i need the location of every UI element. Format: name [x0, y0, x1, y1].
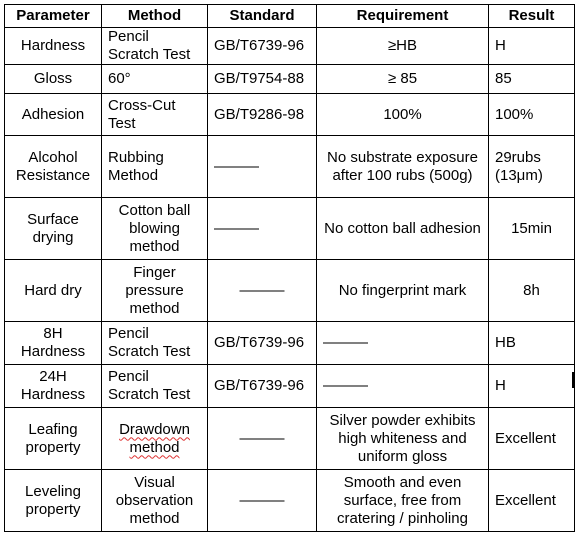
cell-standard: GB/T6739-96 — [208, 28, 317, 65]
table-row — [5, 260, 575, 322]
cell-requirement: ≥ 85 — [317, 65, 489, 94]
cell-method: 60° — [102, 65, 208, 94]
cell-standard: GB/T9286-98 — [208, 94, 317, 136]
cell-requirement: ——— — [317, 322, 489, 365]
cell-parameter: Alcohol Resistance — [5, 136, 102, 198]
table-row — [5, 470, 575, 532]
cell-requirement: Silver powder exhibits high whiteness and uniform gloss — [317, 408, 489, 470]
cell-standard: GB/T9754-88 — [208, 65, 317, 94]
cell-parameter: Surface drying — [5, 198, 102, 260]
cell-result: H — [489, 28, 575, 65]
header-requirement: Requirement — [317, 5, 489, 28]
cell-method: Pencil Scratch Test — [102, 365, 208, 408]
cell-method: Pencil Scratch Test — [102, 322, 208, 365]
cell-result: Excellent — [489, 470, 575, 532]
cell-result: HB — [489, 322, 575, 365]
cell-method-text: Drawdown method — [119, 420, 190, 456]
cell-result: H — [489, 365, 575, 408]
cell-standard: ——— — [208, 136, 317, 198]
table-row — [5, 408, 575, 470]
cell-standard: ——— — [208, 198, 317, 260]
cell-parameter: 8H Hardness — [5, 322, 102, 365]
table-row — [5, 65, 575, 94]
cell-parameter: Gloss — [5, 65, 102, 94]
cell-parameter: 24H Hardness — [5, 365, 102, 408]
table-row — [5, 365, 575, 408]
cell-result: Excellent — [489, 408, 575, 470]
cell-requirement: 100% — [317, 94, 489, 136]
cell-parameter: Leafing property — [5, 408, 102, 470]
spec-table — [4, 4, 575, 532]
cell-result: 85 — [489, 65, 575, 94]
table-row — [5, 94, 575, 136]
cell-standard: ——— — [208, 408, 317, 470]
cell-standard: GB/T6739-96 — [208, 322, 317, 365]
cell-result: 29rubs (13μm) — [489, 136, 575, 198]
header-result: Result — [489, 5, 575, 28]
cell-method: Cotton ball blowing method — [102, 198, 208, 260]
cell-parameter: Hard dry — [5, 260, 102, 322]
cell-method: Rubbing Method — [102, 136, 208, 198]
cell-requirement: ≥HB — [317, 28, 489, 65]
cell-requirement: No fingerprint mark — [317, 260, 489, 322]
header-standard: Standard — [208, 5, 317, 28]
cell-result: 8h — [489, 260, 575, 322]
cell-parameter: Hardness — [5, 28, 102, 65]
table-row — [5, 28, 575, 65]
table-row — [5, 198, 575, 260]
cell-method — [102, 408, 208, 470]
cell-method: Pencil Scratch Test — [102, 28, 208, 65]
header-parameter: Parameter — [5, 5, 102, 28]
cell-parameter: Leveling property — [5, 470, 102, 532]
cell-requirement: Smooth and even surface, free from cratering / pinholing — [317, 470, 489, 532]
cell-standard: ——— — [208, 260, 317, 322]
table-row — [5, 322, 575, 365]
cell-result: 15min — [489, 198, 575, 260]
cell-standard: ——— — [208, 470, 317, 532]
cell-requirement: No substrate exposure after 100 rubs (500g) — [317, 136, 489, 198]
cell-result: 100% — [489, 94, 575, 136]
table-header-row — [5, 5, 575, 28]
table-row — [5, 136, 575, 198]
text-cursor — [572, 372, 574, 388]
cell-requirement: ——— — [317, 365, 489, 408]
cell-requirement: No cotton ball adhesion — [317, 198, 489, 260]
cell-method: Visual observation method — [102, 470, 208, 532]
cell-method: Finger pressure method — [102, 260, 208, 322]
cell-parameter: Adhesion — [5, 94, 102, 136]
cell-standard: GB/T6739-96 — [208, 365, 317, 408]
cell-method: Cross-Cut Test — [102, 94, 208, 136]
header-method: Method — [102, 5, 208, 28]
